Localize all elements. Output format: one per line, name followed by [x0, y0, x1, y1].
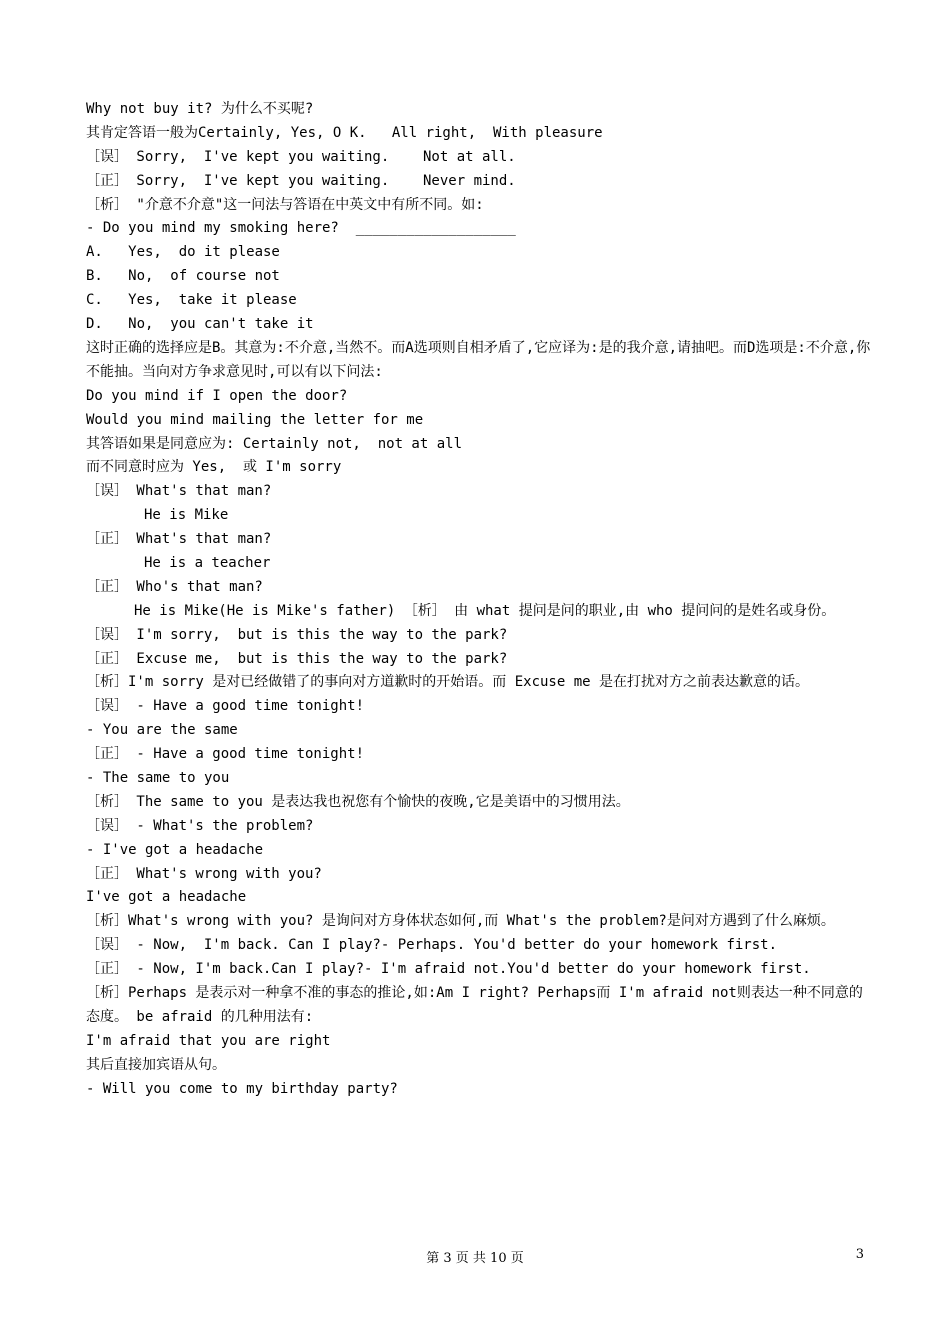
- text-line: ［正］ - Have a good time tonight!: [86, 746, 365, 763]
- text-line: I'm afraid that you are right: [86, 1032, 331, 1049]
- text-line: - The same to you: [86, 770, 230, 786]
- text-line: He is Mike: [144, 507, 229, 524]
- text-line: He is a teacher: [144, 554, 271, 571]
- option-b: B. No, of course not: [86, 268, 280, 285]
- text-line: 其答语如果是同意应为: Certainly not, not at all: [86, 435, 463, 452]
- text-line: ［正］ Sorry, I've kept you waiting. Never mind.: [86, 172, 516, 189]
- paragraph: ［正］ - Now, I'm back.Can I play?- I'm afraid not.You'd better do your homework first.: [86, 961, 811, 978]
- text-line: ［误］ I'm sorry, but is this the way to the park?: [86, 626, 508, 643]
- text-line: Why not buy it? 为什么不买呢?: [86, 101, 314, 117]
- option-d: D. No, you can't take it: [86, 316, 314, 333]
- text-line: I've got a headache: [86, 889, 247, 906]
- text-line: - You are the same: [86, 722, 238, 739]
- text-line: ［析］ The same to you 是表达我也祝您有个愉快的夜晚,它是美语中的习惯用法。: [86, 793, 630, 810]
- text-line: - Will you come to my birthday party?: [86, 1080, 398, 1097]
- paragraph: He is Mike(He is Mike's father) ［析］ 由 what 提问是问的职业,由 who 提问问的是姓名或身份。: [134, 602, 836, 619]
- text-line: 其肯定答语一般为Certainly, Yes, O K. All right, With pleasure: [86, 124, 603, 141]
- text-line: ［误］ Sorry, I've kept you waiting. Not at all.: [86, 148, 516, 165]
- text-line: ［正］ Who's that man?: [86, 578, 263, 595]
- text-line: ［误］ What's that man?: [86, 483, 272, 500]
- option-c: C. Yes, take it please: [86, 292, 297, 309]
- text-line: ［误］ - Have a good time tonight!: [86, 698, 365, 715]
- text-line: ［正］ What's that man?: [86, 531, 272, 548]
- page-count: 第 3 页 共 10 页: [426, 1251, 524, 1266]
- text-line: Would you mind mailing the letter for me: [86, 411, 424, 428]
- page-footer: [0, 1247, 950, 1267]
- text-line: ［误］ - Now, I'm back. Can I play?- Perhaps. You'd better do your homework first.: [86, 937, 778, 954]
- text-line: - I've got a headache: [86, 841, 264, 858]
- paragraph: ［析］What's wrong with you? 是询问对方身体状态如何,而 What's the problem?是问对方遇到了什么麻烦。: [86, 913, 835, 930]
- text-line: ［正］ What's wrong with you?: [86, 865, 322, 882]
- document-body: [86, 98, 876, 1102]
- option-a: A. Yes, do it please: [86, 244, 280, 261]
- text-line: Do you mind if I open the door?: [86, 387, 348, 404]
- text-line: ［正］ Excuse me, but is this the way to the park?: [86, 650, 508, 667]
- text-line: - Do you mind my smoking here? ___________________: [86, 220, 516, 237]
- paragraph: 这时正确的选择应是B。其意为:不介意,当然不。而A选项则自相矛盾了,它应译为:是的我介意,请抽吧。而D选项是:不介意,你不能抽。当向对方争求意见时,可以有以下问法:: [86, 339, 871, 380]
- paragraph: ［析］I'm sorry 是对已经做错了的事向对方道歉时的开始语。而 Excuse me 是在打扰对方之前表达歉意的话。: [86, 674, 810, 691]
- page-number: 3: [855, 1247, 864, 1262]
- text-line: 其后直接加宾语从句。: [86, 1056, 226, 1073]
- text-line: ［误］ - What's the problem?: [86, 817, 314, 834]
- paragraph: ［析］Perhaps 是表示对一种拿不准的事态的推论,如:Am I right? Perhaps而 I'm afraid not则表达一种不同意的态度。 be afraid 的几种用法有:: [86, 985, 863, 1025]
- text-line: ［析］ "介意不介意"这一问法与答语在中英文中有所不同。如:: [86, 196, 484, 213]
- text-line: 而不同意时应为 Yes, 或 I'm sorry: [86, 459, 342, 476]
